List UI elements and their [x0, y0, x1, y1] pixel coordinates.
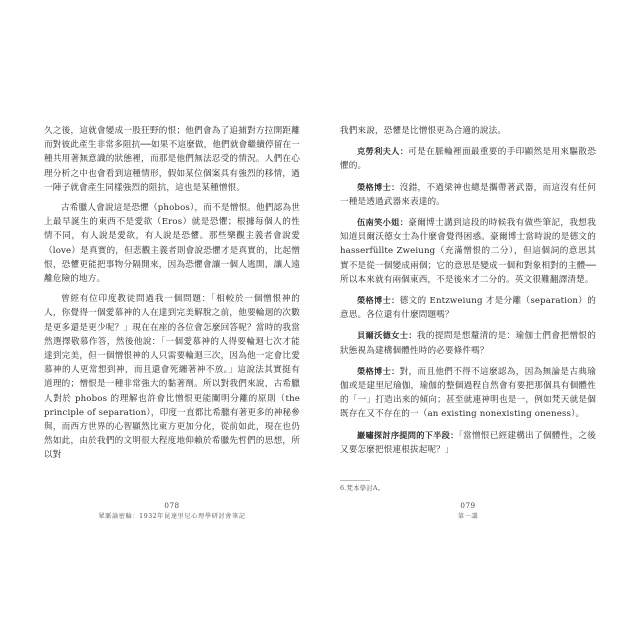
speaker-name: 榮格博士： — [357, 295, 400, 306]
footnote: 6.梵本學討A。 — [340, 484, 385, 492]
dialogue-line — [340, 124, 596, 138]
page-number: 078 — [164, 501, 180, 510]
dialogue-text: 我的提問是想釐清的是：瑜伽士們會把憎恨的狀態視為建構個體性時的必要條件嗎？ — [340, 331, 596, 356]
speaker-name: 榮格博士： — [357, 365, 400, 376]
dialogue-text: 德文的 Entzweiung 才是分離（separation）的意思。各位還有什麼問題嗎？ — [340, 296, 596, 321]
dialogue-text: 對，而且他們不得不這麼認為，因為無論是古典瑜伽或是建里尼瑜伽，瑜伽的整個過程自然會有要把那個具有個體性的「一」打造出來的傾向；甚至就連神明也是一，例如梵天就是個既存在又不存在的一（an existing nonexisting oneness）。 — [340, 366, 596, 420]
left-paragraph-2: 古希臘人會說這是恐懼（phobos），而不是憎恨。他們認為世上最早誕生的東西不是愛欲（Eros）就是恐懼；根據每個人的性情不同，有人說是愛欲，有人說是恐懼。那些樂觀主義者會說愛（love）是真實的，但悲觀主義者則會說恐懼才是真實的，比起憎恨，恐懼更能把事物分隔開來，因為恐懼會讓一個人逃開，讓人遠離危險的地方。 — [44, 203, 300, 285]
speaker-name: 克勞利夫人： — [357, 146, 409, 157]
dialogue-text: 我們來說，恐懼是比憎恨更為合適的說法。 — [340, 126, 507, 136]
right-page — [340, 124, 596, 457]
speaker-name: 貝爾沃德女士： — [357, 330, 417, 341]
dialogue-line — [340, 428, 596, 457]
dialogue-line — [340, 293, 596, 322]
speaker-name: 伍南笑小姐： — [357, 217, 409, 228]
right-folio — [340, 500, 596, 522]
left-page — [44, 124, 300, 463]
page-number: 079 — [460, 501, 476, 510]
running-footer: 第一講 — [457, 513, 479, 520]
left-folio — [44, 500, 300, 522]
speaker-name: 榮格博士： — [357, 181, 400, 192]
dialogue-line — [340, 328, 596, 357]
dialogue-text: 沒錯，不過梁神也總是攜帶著武器，而這沒有任何一種是透過武器來表達的。 — [340, 182, 596, 207]
dialogue-line — [340, 180, 596, 209]
dialogue-text: 豪爾博士講到這段的時候我有做些筆記，我想我知道貝爾沃德女士為什麼會覺得困惑。豪爾博士當時說的是德文的 hasserfüllte Zweiung（充滿憎恨的二分），但這個詞的意思其實不是從一個變成兩個；它的意思是變成一個和對象相對的主體──所以本來就有兩個東西，不是後來才二分的。英文很難翻譯清楚。 — [340, 218, 596, 285]
left-paragraph-1: 久之後，這就會變成一股狂野的恨；他們會為了追捕對方拉開距離而對彼此產生非常多阻抗──如果不這麼做，他們就會繼續停留在一種共用著無意識的狀態裡，而那是他們無法忍受的情況。人們在心理分析之中也會看到這種情形，假如某位個案具有強烈的移情，過一陣子就會產生同樣強烈的阻抗，這也是某種憎恨。 — [44, 126, 300, 193]
left-paragraph-3: 曾經有位印度教徒問過我一個問題：「相較於一個憎恨神的人，你覺得一個愛慕神的人在達到完美解脫之前，他要輪迴的次數是更多還是更少呢？」現在在座的各位會怎麼回答呢？當時的我當然選擇敬慕作答，然後他說：「一個愛慕神的人得要輪迴七次才能達到完美，但一個憎恨神的人只需要輪迴三次，因為他一定會比愛慕神的人更常想到神，而且還會死纏著神不放。」這說法其實挺有道理的；憎恨是一種非常強大的黏著劑。所以對我們來說，古希臘人對於 phobos 的理解也許會比憎恨更能闡明分離的原則（the principle of separation），印度一直都比希臘有著更多的神秘參與，而西方世界的心智顯然比東方更加分化，從前如此，現在也仍然如此，由於我們的文明很大程度地仰賴於希臘先哲們的思想，所以對 — [44, 294, 300, 461]
dialogue-line — [340, 215, 596, 287]
dialogue-text: 可是在脈輪裡面最重要的手印顯然是用來驅散恐懼的。 — [340, 147, 596, 172]
dialogue-line — [340, 144, 596, 173]
speaker-name: 巖嘯探討序提問的下半段： — [357, 429, 459, 440]
footnote-rule — [340, 480, 370, 481]
dialogue-line — [340, 364, 596, 422]
dialogue-text: 「當憎恨已經建構出了個體性，之後又要怎麼把恨連根拔起呢？」 — [340, 430, 596, 455]
running-footer: 眾脈論密輪：1932年昆達里尼心理學研討會筆記 — [98, 513, 246, 520]
